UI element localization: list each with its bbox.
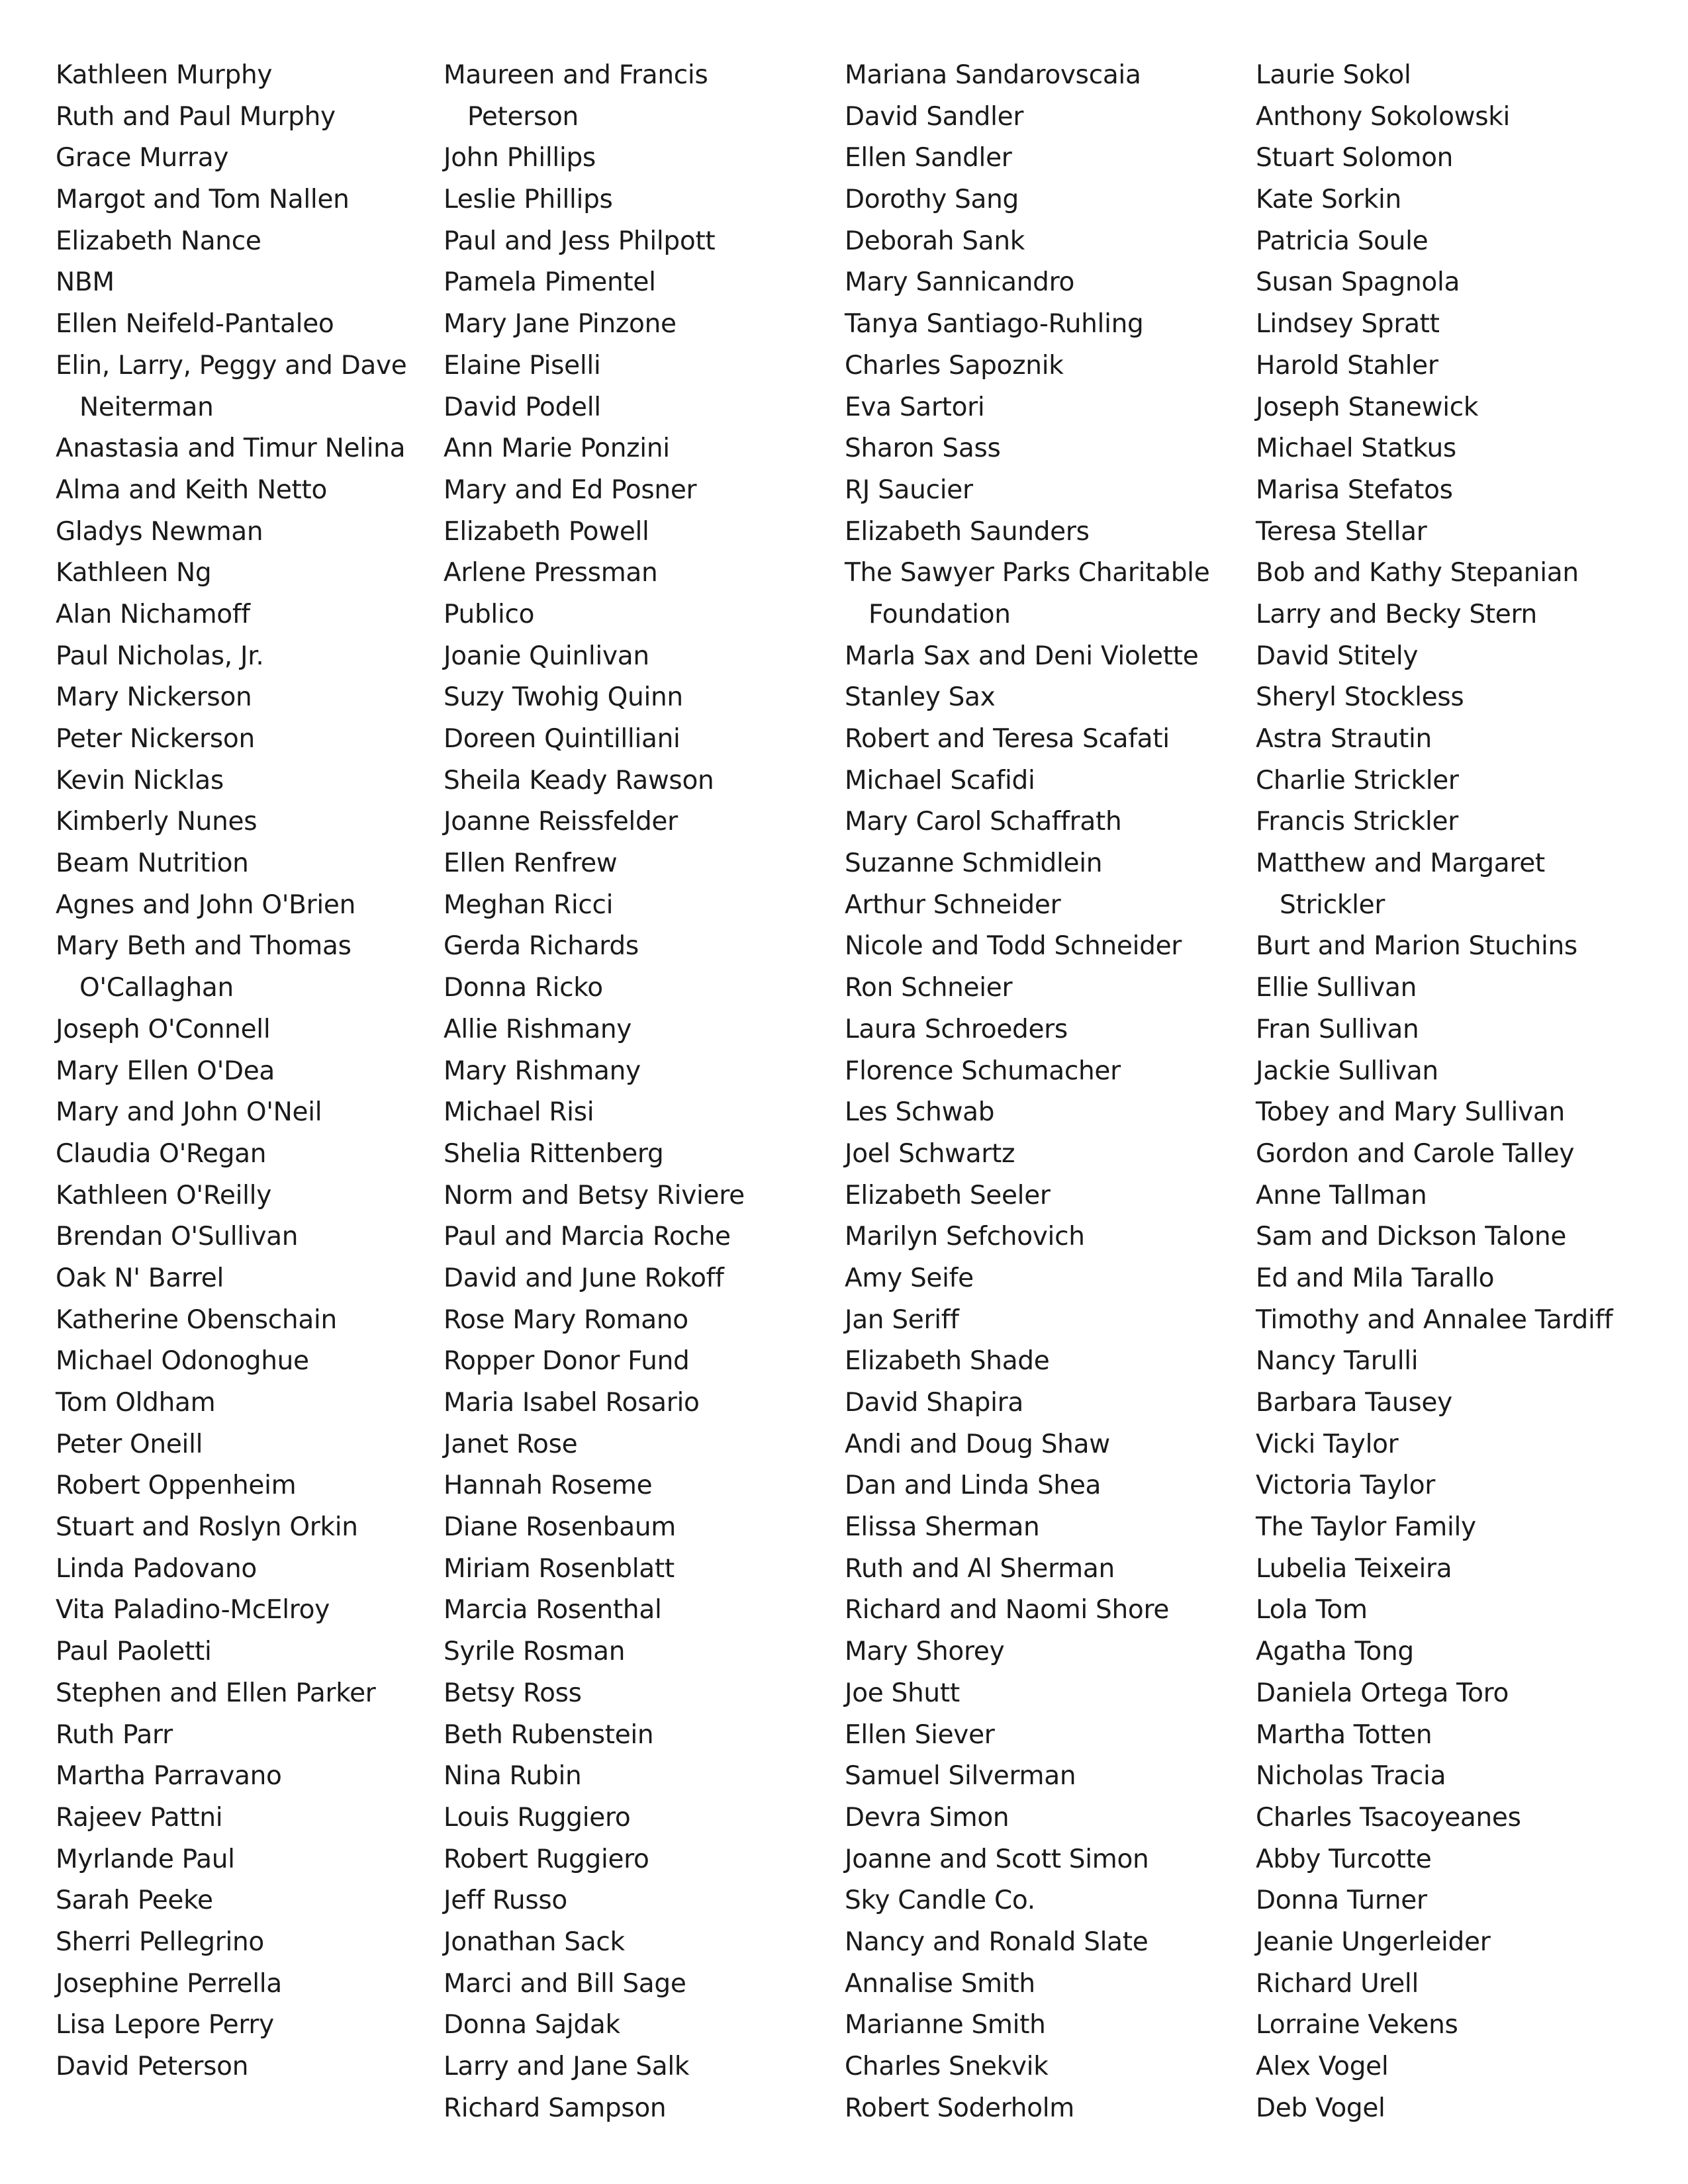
donor-name: Paul and Jess Philpott — [444, 226, 716, 256]
donor-name: Les Schwab — [845, 1097, 995, 1128]
donor-name: Daniela Ortega Toro — [1256, 1678, 1509, 1708]
donor-name: Sherri Pellegrino — [56, 1927, 264, 1957]
donor-name: Mary Shorey — [845, 1637, 1005, 1667]
donor-name: Diane Rosenbaum — [444, 1512, 676, 1543]
donor-name: Andi and Doug Shaw — [845, 1429, 1110, 1459]
donor-name: Kimberly Nunes — [56, 807, 258, 837]
donor-name: Joseph O'Connell — [56, 1014, 271, 1044]
donor-name: Laurie Sokol — [1256, 60, 1411, 90]
donor-name: Betsy Ross — [444, 1678, 582, 1708]
donor-name: Gladys Newman — [56, 516, 263, 547]
donor-name: Jeanie Ungerleider — [1256, 1927, 1491, 1957]
donor-name: Victoria Taylor — [1256, 1471, 1435, 1501]
donor-name: Beth Rubenstein — [444, 1719, 654, 1750]
donor-name: RJ Saucier — [845, 475, 973, 505]
donor-name-continuation: O'Callaghan — [79, 973, 234, 1003]
donor-name: Michael Scafidi — [845, 765, 1035, 796]
donor-name: Richard and Naomi Shore — [845, 1595, 1170, 1625]
donor-name: Florence Schumacher — [845, 1056, 1121, 1086]
donor-name: Paul Paoletti — [56, 1637, 212, 1667]
donor-name: Mary Jane Pinzone — [444, 309, 677, 340]
donor-name: Anastasia and Timur Nelina — [56, 433, 406, 464]
donor-name: Joanie Quinlivan — [444, 641, 649, 671]
donor-name: The Sawyer Parks Charitable — [845, 558, 1210, 588]
donor-name-continuation: Foundation — [868, 599, 1011, 629]
donor-name: Mary Sannicandro — [845, 267, 1075, 298]
donor-name: Grace Murray — [56, 143, 229, 173]
donor-name: Francis Strickler — [1256, 807, 1458, 837]
donor-name: Stanley Sax — [845, 682, 996, 713]
donor-name: Fran Sullivan — [1256, 1014, 1419, 1044]
donor-name: Laura Schroeders — [845, 1014, 1068, 1044]
donor-name: Rajeev Pattni — [56, 1802, 223, 1833]
donor-name: Ann Marie Ponzini — [444, 433, 670, 464]
donor-name: Joanne and Scott Simon — [845, 1844, 1149, 1874]
donor-name: Ellie Sullivan — [1256, 973, 1417, 1003]
donor-name: Mary Rishmany — [444, 1056, 641, 1086]
donor-name: Charlie Strickler — [1256, 765, 1459, 796]
donor-name: Annalise Smith — [845, 1968, 1035, 1999]
donor-name: Gordon and Carole Talley — [1256, 1138, 1575, 1169]
donor-name: Miriam Rosenblatt — [444, 1553, 675, 1584]
donor-name: Samuel Silverman — [845, 1761, 1076, 1792]
donor-name: Robert Ruggiero — [444, 1844, 649, 1874]
donor-name: Doreen Quintilliani — [444, 724, 680, 754]
donor-name: Elissa Sherman — [845, 1512, 1040, 1543]
donor-name: Agnes and John O'Brien — [56, 889, 355, 920]
donor-name: Mariana Sandarovscaia — [845, 60, 1141, 90]
donor-name: Nicole and Todd Schneider — [845, 931, 1182, 962]
donor-name: Ellen Siever — [845, 1719, 995, 1750]
donor-name: Sam and Dickson Talone — [1256, 1222, 1567, 1252]
donor-name: Mary Nickerson — [56, 682, 252, 713]
donor-name: Harold Stahler — [1256, 350, 1438, 381]
donor-name: Lisa Lepore Perry — [56, 2010, 274, 2040]
donor-name: Robert and Teresa Scafati — [845, 724, 1170, 754]
donor-name: Kevin Nicklas — [56, 765, 224, 796]
donor-name-continuation: Strickler — [1280, 889, 1385, 920]
donor-column-3 — [845, 55, 1248, 2129]
donor-name: Marci and Bill Sage — [444, 1968, 686, 1999]
donor-name: Donna Sajdak — [444, 2010, 620, 2040]
donor-name: Elizabeth Shade — [845, 1346, 1050, 1377]
donor-name: Ruth and Paul Murphy — [56, 101, 336, 132]
donor-name: Alan Nichamoff — [56, 599, 250, 629]
donor-name: Anthony Sokolowski — [1256, 101, 1511, 132]
donor-name: Donna Ricko — [444, 973, 603, 1003]
donor-name: Richard Urell — [1256, 1968, 1419, 1999]
donor-name: Stuart and Roslyn Orkin — [56, 1512, 358, 1543]
donor-name: Katherine Obenschain — [56, 1304, 337, 1335]
donor-name: David and June Rokoff — [444, 1263, 724, 1293]
donor-name: Lola Tom — [1256, 1595, 1368, 1625]
donor-name: Suzanne Schmidlein — [845, 848, 1103, 879]
donor-name: Maureen and Francis — [444, 60, 708, 90]
donor-name: Stuart Solomon — [1256, 143, 1454, 173]
donor-name: Oak N' Barrel — [56, 1263, 224, 1293]
donor-column-2 — [444, 55, 834, 2129]
donor-name: Michael Risi — [444, 1097, 594, 1128]
donor-name: Ruth and Al Sherman — [845, 1553, 1115, 1584]
donor-name: Ellen Neifeld-Pantaleo — [56, 309, 334, 340]
donor-name: Paul and Marcia Roche — [444, 1222, 731, 1252]
donor-name: Ron Schneier — [845, 973, 1013, 1003]
donor-name: Paul Nicholas, Jr. — [56, 641, 264, 671]
donor-name: Vita Paladino-McElroy — [56, 1595, 330, 1625]
donor-name: David Stitely — [1256, 641, 1419, 671]
donor-name: Marianne Smith — [845, 2010, 1046, 2040]
donor-name: Joanne Reissfelder — [444, 807, 678, 837]
donor-name: Shelia Rittenberg — [444, 1138, 664, 1169]
donor-name: Teresa Stellar — [1256, 516, 1427, 547]
donor-name: David Shapira — [845, 1388, 1023, 1418]
donor-name: John Phillips — [444, 143, 596, 173]
donor-name: Suzy Twohig Quinn — [444, 682, 683, 713]
donor-name: Lubelia Teixeira — [1256, 1553, 1452, 1584]
donor-name: Meghan Ricci — [444, 889, 614, 920]
donor-name-continuation: Peterson — [467, 101, 579, 132]
donor-name: Ed and Mila Tarallo — [1256, 1263, 1495, 1293]
donor-name: David Peterson — [56, 2052, 249, 2081]
donor-name: Jan Seriff — [845, 1304, 959, 1335]
donor-name: Norm and Betsy Riviere — [444, 1180, 745, 1210]
donor-name: Linda Padovano — [56, 1553, 257, 1584]
donor-name: Joseph Stanewick — [1256, 392, 1479, 422]
donor-name: Matthew and Margaret — [1256, 848, 1545, 879]
donor-name: Timothy and Annalee Tardiff — [1256, 1304, 1613, 1335]
donor-name: Astra Strautin — [1256, 724, 1432, 754]
donor-name: Robert Soderholm — [845, 2093, 1074, 2123]
donor-name: Arlene Pressman — [444, 558, 658, 588]
donor-name: Charles Sapoznik — [845, 350, 1064, 381]
donor-name: Margot and Tom Nallen — [56, 185, 350, 215]
donor-name: Josephine Perrella — [56, 1968, 282, 1999]
donor-name: Kathleen O'Reilly — [56, 1180, 271, 1210]
donor-name: Pamela Pimentel — [444, 267, 656, 298]
donor-name: Hannah Roseme — [444, 1471, 653, 1501]
donor-name: Marilyn Sefchovich — [845, 1222, 1085, 1252]
donor-name: Martha Parravano — [56, 1761, 282, 1792]
donor-name: Rose Mary Romano — [444, 1304, 688, 1335]
donor-name: Elizabeth Powell — [444, 516, 649, 547]
donor-name: Michael Statkus — [1256, 433, 1456, 464]
donor-column-1 — [56, 55, 433, 2088]
donor-name: Tanya Santiago-Ruhling — [845, 309, 1144, 340]
donor-name: Martha Totten — [1256, 1719, 1432, 1750]
donor-name: Jeff Russo — [444, 1886, 567, 1916]
donor-name: Maria Isabel Rosario — [444, 1388, 700, 1418]
donor-name: Marla Sax and Deni Violette — [845, 641, 1199, 671]
donor-name: Alex Vogel — [1256, 2052, 1389, 2081]
donor-name: Gerda Richards — [444, 931, 639, 962]
donor-name: Sarah Peeke — [56, 1886, 213, 1916]
donor-name: Sky Candle Co. — [845, 1886, 1035, 1916]
donor-name: Mary Carol Schaffrath — [845, 807, 1122, 837]
donor-name: Eva Sartori — [845, 392, 985, 422]
donor-name: David Sandler — [845, 101, 1024, 132]
donor-name: Devra Simon — [845, 1802, 1009, 1833]
donor-name: Joel Schwartz — [845, 1138, 1015, 1169]
donor-name: Nina Rubin — [444, 1761, 582, 1792]
donor-name: Ropper Donor Fund — [444, 1346, 690, 1377]
donor-name: Jackie Sullivan — [1256, 1056, 1438, 1086]
donor-name: Ellen Renfrew — [444, 848, 618, 879]
donor-name: Mary and Ed Posner — [444, 475, 697, 505]
donor-name: Amy Seife — [845, 1263, 974, 1293]
donor-name: Elizabeth Nance — [56, 226, 261, 256]
donor-name: Elaine Piselli — [444, 350, 601, 381]
donor-name: Kate Sorkin — [1256, 185, 1401, 215]
donor-name: Sharon Sass — [845, 433, 1001, 464]
donor-name: The Taylor Family — [1256, 1512, 1476, 1543]
donor-name: Jonathan Sack — [444, 1927, 625, 1957]
donor-name: Sheila Keady Rawson — [444, 765, 714, 796]
donor-name: Joe Shutt — [845, 1678, 960, 1708]
donor-name: Richard Sampson — [444, 2093, 667, 2123]
donor-name: Leslie Phillips — [444, 185, 613, 215]
donor-name: Nancy and Ronald Slate — [845, 1927, 1149, 1957]
donor-name: Charles Snekvik — [845, 2052, 1049, 2081]
donor-name: Nicholas Tracia — [1256, 1761, 1446, 1792]
donor-name: Louis Ruggiero — [444, 1802, 631, 1833]
donor-name: Stephen and Ellen Parker — [56, 1678, 376, 1708]
donor-name: Ellen Sandler — [845, 143, 1012, 173]
donor-name: Elizabeth Seeler — [845, 1180, 1051, 1210]
donor-column-4 — [1256, 55, 1673, 2129]
donor-name: Brendan O'Sullivan — [56, 1222, 299, 1252]
donor-name: Sheryl Stockless — [1256, 682, 1464, 713]
donor-name: Dan and Linda Shea — [845, 1471, 1102, 1501]
donor-name: Vicki Taylor — [1256, 1429, 1399, 1459]
donor-name: Burt and Marion Stuchins — [1256, 931, 1577, 962]
donor-name: NBM — [56, 267, 115, 298]
donor-name: Mary and John O'Neil — [56, 1097, 322, 1128]
donor-name-continuation: Neiterman — [79, 392, 214, 422]
donor-name: Agatha Tong — [1256, 1637, 1414, 1667]
donor-name: Allie Rishmany — [444, 1014, 632, 1044]
donor-name: Kathleen Murphy — [56, 60, 273, 90]
donor-name: Alma and Keith Netto — [56, 475, 328, 505]
donor-name: Beam Nutrition — [56, 848, 249, 879]
donor-name: Michael Odonoghue — [56, 1346, 309, 1377]
donor-name: Deb Vogel — [1256, 2093, 1385, 2123]
donor-name: Publico — [444, 599, 535, 629]
donor-name: Abby Turcotte — [1256, 1844, 1432, 1874]
donor-name: Marcia Rosenthal — [444, 1595, 662, 1625]
donor-name: Donna Turner — [1256, 1886, 1427, 1916]
donor-name: Patricia Soule — [1256, 226, 1429, 256]
donor-name: Anne Tallman — [1256, 1180, 1427, 1210]
donor-name: Lindsey Spratt — [1256, 309, 1440, 340]
donor-name: Ruth Parr — [56, 1719, 173, 1750]
donor-name: Nancy Tarulli — [1256, 1346, 1419, 1377]
donor-name: Kathleen Ng — [56, 558, 212, 588]
donor-name: Robert Oppenheim — [56, 1471, 297, 1501]
donor-name: Lorraine Vekens — [1256, 2010, 1458, 2040]
donor-name: Myrlande Paul — [56, 1844, 235, 1874]
donor-name: Elin, Larry, Peggy and Dave — [56, 350, 407, 381]
donor-name: Barbara Tausey — [1256, 1388, 1452, 1418]
donor-name: Peter Oneill — [56, 1429, 203, 1459]
donor-name: Bob and Kathy Stepanian — [1256, 558, 1579, 588]
donor-name: Susan Spagnola — [1256, 267, 1460, 298]
donor-name: Marisa Stefatos — [1256, 475, 1453, 505]
donor-name: Syrile Rosman — [444, 1637, 626, 1667]
donor-name: Charles Tsacoyeanes — [1256, 1802, 1521, 1833]
donor-name: Tom Oldham — [56, 1388, 216, 1418]
donor-name: Tobey and Mary Sullivan — [1256, 1097, 1565, 1128]
donor-name: Peter Nickerson — [56, 724, 255, 754]
donor-name: David Podell — [444, 392, 601, 422]
donor-name: Janet Rose — [444, 1429, 578, 1459]
donor-name: Larry and Jane Salk — [444, 2052, 690, 2081]
donor-name: Larry and Becky Stern — [1256, 599, 1537, 629]
donor-name: Elizabeth Saunders — [845, 516, 1090, 547]
donor-name: Mary Beth and Thomas — [56, 931, 352, 962]
donor-name: Deborah Sank — [845, 226, 1025, 256]
donor-name: Mary Ellen O'Dea — [56, 1056, 275, 1086]
donor-name: Dorothy Sang — [845, 185, 1019, 215]
donor-name: Arthur Schneider — [845, 889, 1061, 920]
donor-name: Claudia O'Regan — [56, 1138, 267, 1169]
